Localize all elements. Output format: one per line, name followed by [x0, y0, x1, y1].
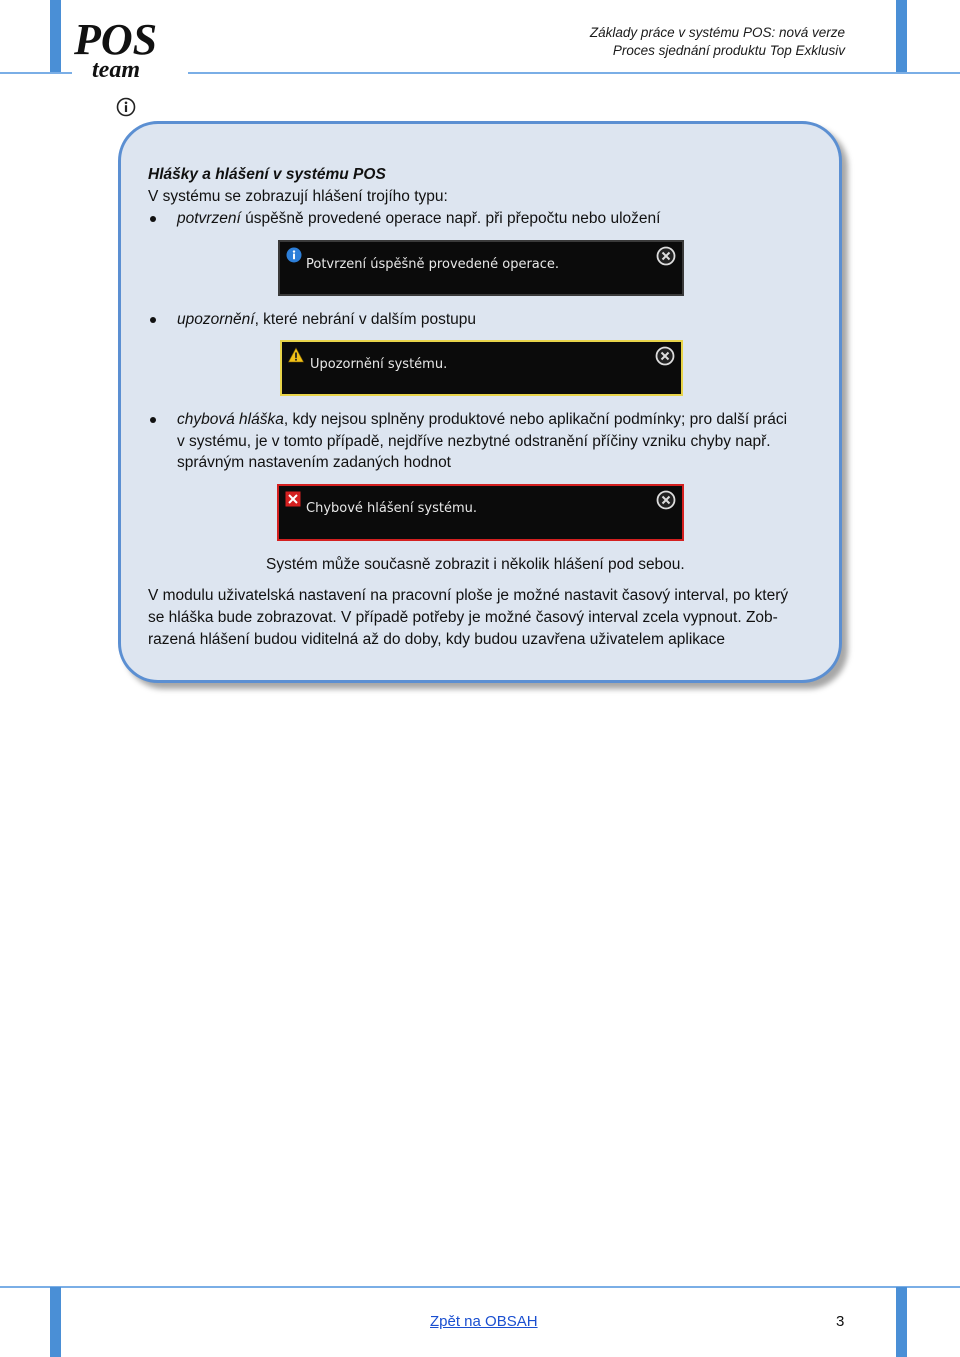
term-warning: upozornění: [177, 311, 255, 328]
warning-icon: [288, 347, 304, 363]
header-line-2: Proces sjednání produktu Top Exklusiv: [612, 43, 845, 58]
bullet: [150, 216, 156, 222]
confirmation-text: úspěšně provedené operace např. při přepočtu nebo uložení: [240, 210, 661, 227]
settings-paragraph-line-3: razená hlášení budou viditelná až do doby, kdy budou uzavřena uživatelem aplikace: [148, 631, 726, 648]
confirmation-message-text: Potvrzení úspěšně provedené operace.: [306, 257, 560, 272]
logo-text-bottom: team: [92, 57, 140, 82]
header-rule-left: [0, 72, 72, 74]
term-error: chybová hláška: [177, 411, 284, 428]
header-accent-left: [50, 0, 61, 72]
header-title: [590, 24, 845, 60]
info-icon: [116, 97, 136, 117]
footer-rule: [0, 1286, 960, 1288]
panel-heading: Hlášky a hlášení v systému POS: [148, 166, 386, 183]
list-item-confirmation: [177, 208, 660, 230]
panel-intro: V systému se zobrazují hlášení trojího typu:: [148, 188, 448, 205]
error-text-line-1: , kdy nejsou splněny produktové nebo aplikační podmínky; pro další práci: [283, 411, 788, 428]
footer-accent-right: [896, 1287, 907, 1357]
error-icon: [285, 491, 301, 507]
header-accent-right: [896, 0, 907, 72]
warning-message: [280, 340, 683, 396]
error-text-line-2: v systému, je v tomto případě, nejdříve nezbytné odstranění příčiny vzniku chyby např.: [177, 433, 771, 450]
bullet: [150, 417, 156, 423]
close-icon[interactable]: [655, 346, 675, 366]
close-icon[interactable]: [656, 246, 676, 266]
settings-paragraph-line-2: se hláška bude zobrazovat. V případě potřeby je možné časový interval zcela vypnout. Zob-: [148, 609, 778, 626]
header-line-1: Základy práce v systému POS: nová verze: [589, 25, 845, 40]
back-to-contents-link[interactable]: Zpět na OBSAH: [430, 1313, 538, 1330]
header-rule-right: [188, 72, 960, 74]
close-icon[interactable]: [656, 490, 676, 510]
settings-paragraph-line-1: V modulu uživatelská nastavení na pracovní ploše je možné nastavit časový interval, po který: [148, 587, 789, 604]
logo-text-top: POS: [74, 15, 158, 64]
warning-message-text: Upozornění systému.: [310, 357, 448, 372]
stacking-note: Systém může současně zobrazit i několik hlášení pod sebou.: [266, 556, 685, 573]
term-confirmation: potvrzení: [177, 210, 241, 227]
pos-team-logo: [72, 14, 190, 82]
info-icon: [286, 247, 302, 263]
error-text-line-3: správným nastavením zadaných hodnot: [177, 454, 451, 471]
warning-text: , které nebrání v dalším postupu: [254, 311, 476, 328]
confirmation-message: [278, 240, 684, 296]
bullet: [150, 317, 156, 323]
footer-accent-left: [50, 1287, 61, 1357]
error-message-text: Chybové hlášení systému.: [306, 501, 477, 516]
page-number: 3: [836, 1313, 845, 1330]
error-message: [277, 484, 684, 541]
list-item-error: [177, 409, 787, 431]
list-item-warning: [177, 309, 476, 331]
